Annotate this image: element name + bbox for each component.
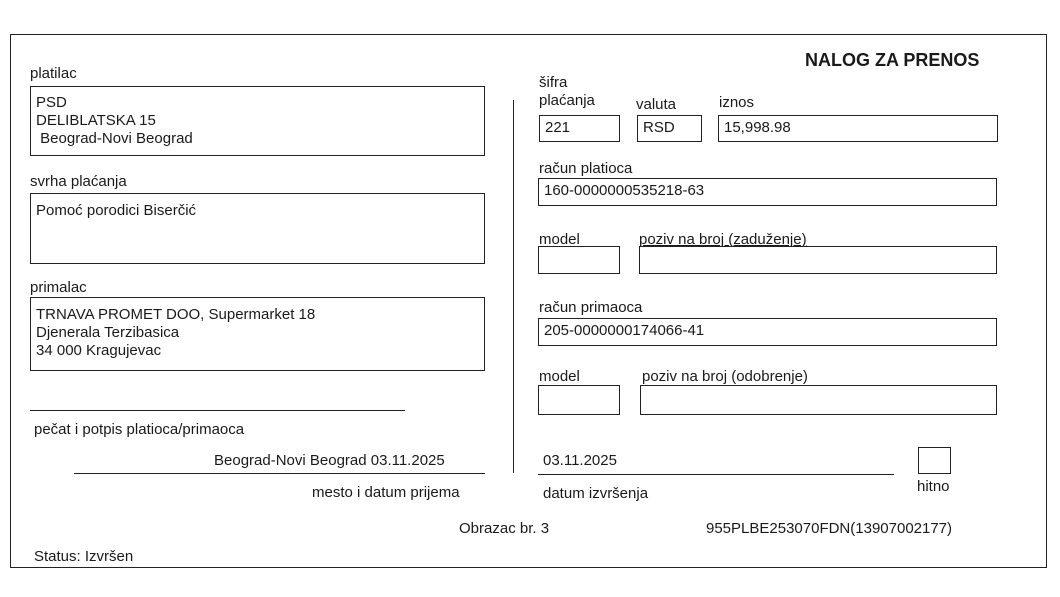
execution-date-label: datum izvršenja [543, 485, 649, 502]
recipient-box [30, 297, 485, 371]
recipient-address: Djenerala Terzibasica [36, 324, 180, 341]
payer-city: Beograd-Novi Beograd [36, 130, 193, 147]
payer-box [30, 86, 485, 156]
place-date-label: mesto i datum prijema [312, 484, 460, 501]
currency-label: valuta [636, 96, 677, 113]
form-title: NALOG ZA PRENOS [805, 50, 980, 70]
recipient-name: TRNAVA PROMET DOO, Supermarket 18 [36, 306, 316, 323]
signature-label: pečat i potpis platioca/primaoca [34, 421, 245, 438]
debit-reference-field[interactable] [639, 246, 997, 274]
recipient-city: 34 000 Kragujevac [36, 342, 162, 359]
status-text: Status: Izvršen [34, 548, 134, 565]
recipient-label: primalac [30, 279, 87, 296]
column-divider [513, 100, 514, 473]
purpose-label: svrha plaćanja [30, 173, 127, 190]
execution-date-value: 03.11.2025 [543, 452, 617, 469]
debit-model-label: model [539, 231, 580, 248]
payer-account-label: račun platioca [539, 160, 633, 177]
purpose-box [30, 193, 485, 264]
credit-reference-field[interactable] [640, 385, 997, 415]
payment-code-field[interactable]: 221 [539, 115, 620, 142]
payment-code-label-2: plaćanja [539, 92, 595, 109]
amount-field[interactable]: 15,998.98 [718, 115, 998, 142]
amount-label: iznos [719, 94, 755, 111]
payer-name: PSD [36, 94, 67, 111]
execution-date-line [538, 474, 894, 475]
form-number: Obrazac br. 3 [459, 520, 550, 537]
reference-code: 955PLBE253070FDN(13907002177) [706, 520, 953, 537]
recipient-account-label: račun primaoca [539, 299, 643, 316]
debit-model-field[interactable] [538, 246, 620, 274]
credit-model-field[interactable] [538, 385, 620, 415]
payment-code-label-1: šifra [539, 74, 568, 91]
payer-label: platilac [30, 65, 77, 82]
place-date-line [74, 473, 485, 474]
recipient-account-field[interactable]: 205-0000000174066-41 [538, 318, 997, 346]
debit-reference-label: poziv na broj (zaduženje) [639, 231, 807, 248]
credit-model-label: model [539, 368, 580, 385]
credit-reference-label: poziv na broj (odobrenje) [642, 368, 808, 385]
place-date-value: Beograd-Novi Beograd 03.11.2025 [214, 452, 445, 469]
currency-field[interactable]: RSD [637, 115, 702, 142]
urgent-checkbox[interactable] [918, 447, 951, 474]
purpose-text: Pomoć porodici Biserčić [36, 202, 197, 219]
payer-address: DELIBLATSKA 15 [36, 112, 156, 129]
signature-line [30, 410, 405, 411]
payer-account-field[interactable]: 160-0000000535218-63 [538, 178, 997, 206]
urgent-label: hitno [917, 478, 950, 495]
